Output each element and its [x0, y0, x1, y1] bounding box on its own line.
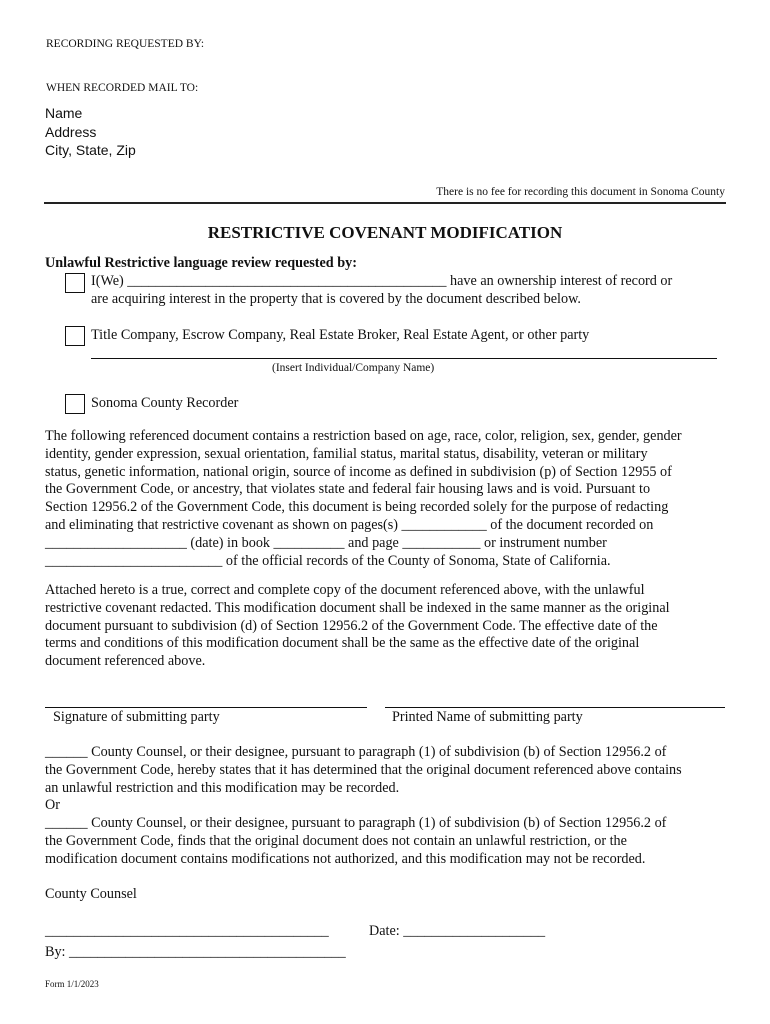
paragraph-line: modification document contains modifications not authorized, and this modification may not be recorded. — [45, 850, 646, 867]
counsel-approval-statement — [45, 744, 735, 869]
paragraph-line: document referenced above. — [45, 653, 206, 670]
paragraph-line: ____________________ (date) in book __________ and page ___________ or instrument number — [45, 534, 607, 551]
paragraph-line: identity, gender expression, sexual orientation, familial status, marital status, disability, veteran or military — [45, 445, 648, 462]
document-title: RESTRICTIVE COVENANT MODIFICATION — [207, 223, 563, 242]
paragraph-line: restrictive covenant redacted. This modification document shall be indexed in the same manner as the original — [45, 599, 670, 616]
printed-name-label: Printed Name of submitting party — [392, 709, 583, 725]
paragraph-line: an unlawful restriction and this modification may be recorded. — [45, 779, 400, 796]
by-field[interactable]: By: _______________________________________ — [45, 944, 346, 960]
company-name-line[interactable] — [91, 358, 717, 359]
paragraph-line: the Government Code, finds that the original document does not contain an unlawful restriction, or the — [45, 832, 627, 849]
fee-note: There is no fee for recording this document in Sonoma County — [436, 186, 725, 198]
owner-option-line1: I(We) _____________________________________________ have an ownership interest of record or — [91, 273, 673, 289]
paragraph-line: terms and conditions of this modification document shall be the same as the effective date of the original — [45, 635, 640, 652]
paragraph-line: document pursuant to subdivision (d) of Section 12956.2 of the Government Code. The effective date of the — [45, 617, 658, 634]
paragraph-line: status, genetic information, national origin, source of income as defined in subdivision (p) of Section 12955 of — [45, 463, 672, 480]
paragraph-line: ______ County Counsel, or their designee, pursuant to paragraph (1) of subdivision (b) of Section 12956.2 of — [45, 815, 667, 832]
recorder-checkbox[interactable] — [65, 394, 85, 414]
mail-address: Address — [45, 124, 97, 140]
attached-copy-paragraph — [45, 582, 735, 671]
signature-line[interactable] — [45, 707, 367, 708]
date-field[interactable]: Date: ____________________ — [369, 923, 546, 939]
mail-city-state-zip: City, State, Zip — [45, 142, 136, 158]
referenced-document-paragraph — [45, 428, 735, 570]
mail-name: Name — [45, 105, 83, 121]
owner-checkbox[interactable] — [65, 273, 85, 293]
printed-name-line[interactable] — [385, 707, 725, 708]
recorder-option-label: Sonoma County Recorder — [91, 395, 239, 411]
signature-label: Signature of submitting party — [53, 709, 220, 725]
county-counsel-label: County Counsel — [45, 886, 137, 902]
form-date-footer: Form 1/1/2023 — [45, 979, 99, 989]
paragraph-line: _________________________ of the official records of the County of Sonoma, State of California. — [45, 552, 611, 569]
recording-requested-label: RECORDING REQUESTED BY: — [46, 38, 205, 50]
or-label: Or — [45, 797, 60, 814]
header-divider — [44, 202, 726, 204]
paragraph-line: the Government Code, or ancestry, that violates state and federal fair housing laws and is void. Pursuant to — [45, 481, 651, 498]
paragraph-line: Section 12956.2 of the Government Code, this document is being recorded solely for the purpose of redacting — [45, 499, 669, 516]
owner-option-line2: are acquiring interest in the property that is covered by the document described below. — [91, 291, 581, 307]
paragraph-line: The following referenced document contains a restriction based on age, race, color, religion, sex, gender, gender — [45, 428, 682, 444]
review-heading: Unlawful Restrictive language review requested by: — [45, 255, 357, 271]
company-name-caption: (Insert Individual/Company Name) — [272, 362, 435, 374]
paragraph-line: Attached hereto is a true, correct and complete copy of the document referenced above, with the unlawful — [45, 582, 645, 598]
mail-to-label: WHEN RECORDED MAIL TO: — [46, 82, 199, 94]
paragraph-line: ______ County Counsel, or their designee, pursuant to paragraph (1) of subdivision (b) of Section 12956.2 of — [45, 744, 667, 760]
paragraph-line: the Government Code, hereby states that it has determined that the original document referenced above contains — [45, 761, 682, 778]
agent-option-label: Title Company, Escrow Company, Real Estate Broker, Real Estate Agent, or other party — [91, 327, 590, 343]
paragraph-line: and eliminating that restrictive covenant as shown on pages(s) ____________ of the document recorded on — [45, 516, 654, 533]
counsel-signature-line[interactable]: ________________________________________ — [45, 923, 329, 939]
agent-checkbox[interactable] — [65, 326, 85, 346]
